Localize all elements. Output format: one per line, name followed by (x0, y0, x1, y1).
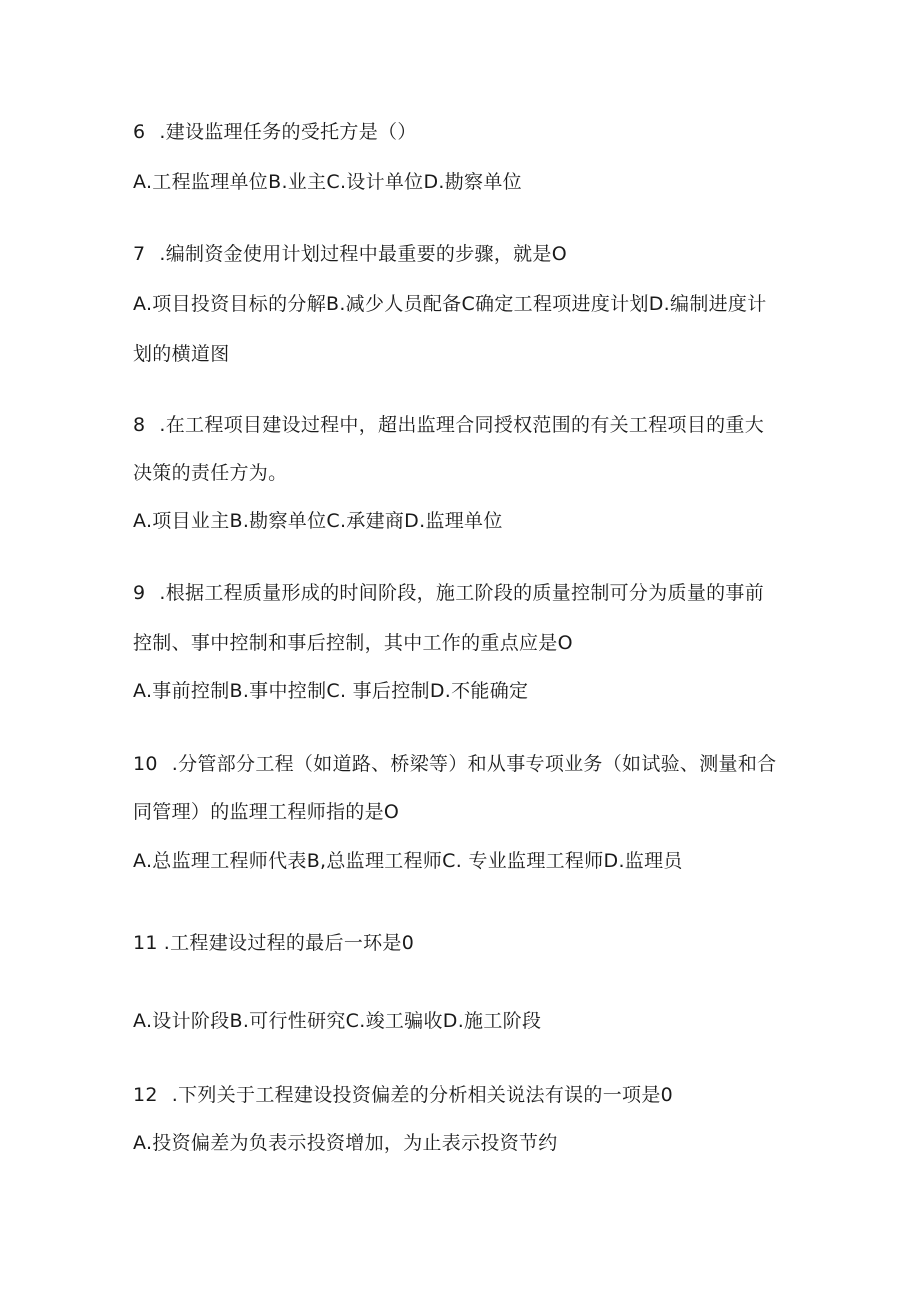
question-text: .工程建设过程的最后一环是0 (163, 932, 415, 954)
question-12-stem (133, 1083, 673, 1107)
question-9-stem (133, 581, 764, 605)
question-10-stem-continued: 同管理）的监理工程师指的是O (133, 801, 400, 823)
question-number: 7 (133, 243, 146, 265)
question-number: 10 (133, 753, 158, 775)
question-9-stem-continued: 控制、事中控制和事后控制，其中工作的重点应是O (133, 632, 573, 654)
question-8-stem (133, 413, 764, 437)
question-text: .编制资金使用计划过程中最重要的步骤，就是O (159, 243, 567, 265)
question-7-options-continued: 划的横道图 (133, 343, 230, 365)
question-text: .在工程项目建设过程中，超出监理合同授权范围的有关工程项目的重大 (159, 414, 765, 436)
question-6-options: A.工程监理单位B.业主C.设计单位D.勘察单位 (133, 171, 522, 193)
question-11-stem (133, 931, 414, 955)
question-8-options: A.项目业主B.勘察单位C.承建商D.监理单位 (133, 510, 503, 532)
question-10-stem (133, 752, 776, 776)
question-12-options: A.投资偏差为负表示投资增加，为止表示投资节约 (133, 1132, 558, 1154)
question-number: 8 (133, 414, 146, 436)
question-7-options: A.项目投资目标的分解B.减少人员配备C确定工程项进度计划D.编制进度计 (133, 293, 767, 315)
question-text: .建设监理任务的受托方是（） (159, 121, 417, 143)
question-11-options: A.设计阶段B.可行性研究C.竣工骗收D.施工阶段 (133, 1010, 542, 1032)
question-number: 9 (133, 582, 146, 604)
question-text: .分管部分工程（如道路、桥梁等）和从事专项业务（如试验、测量和合 (171, 753, 777, 775)
question-number: 6 (133, 121, 146, 143)
question-10-options: A.总监理工程师代表B,总监理工程师C. 专业监理工程师D.监理员 (133, 850, 683, 872)
question-8-stem-continued: 决策的责任方为。 (133, 462, 288, 484)
question-text: .下列关于工程建设投资偏差的分析相关说法有误的一项是0 (171, 1084, 674, 1106)
question-6-stem (133, 120, 417, 144)
question-number: 11 (133, 932, 158, 954)
question-7-stem (133, 242, 567, 266)
question-9-options: A.事前控制B.事中控制C. 事后控制D.不能确定 (133, 680, 529, 702)
question-text: .根据工程质量形成的时间阶段，施工阶段的质量控制可分为质量的事前 (159, 582, 765, 604)
question-number: 12 (133, 1084, 158, 1106)
